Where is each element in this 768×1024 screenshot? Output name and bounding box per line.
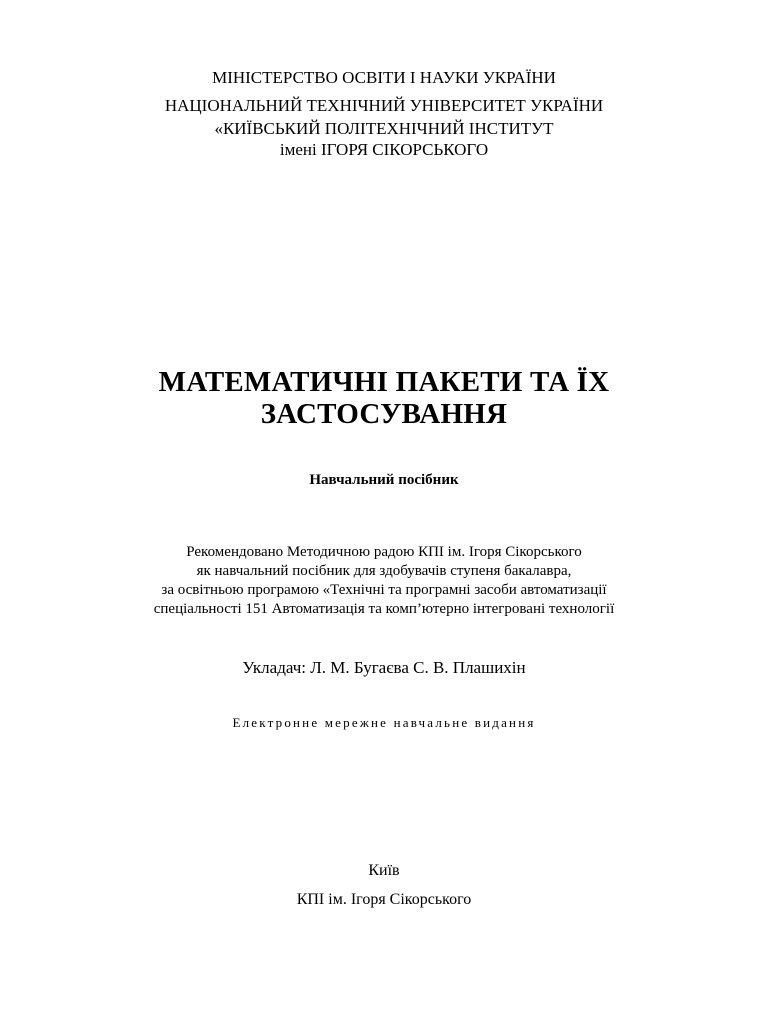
city: Київ xyxy=(368,862,400,879)
recommendation-line-3: за освітньою програмою «Технічні та програмні засоби автоматизації xyxy=(161,582,607,598)
ministry-name: МІНІСТЕРСТВО ОСВІТИ І НАУКИ УКРАЇНИ xyxy=(212,68,556,87)
recommendation-line-1: Рекомендовано Методичною радою КПІ ім. Ігоря Сікорського xyxy=(186,544,582,560)
edition-type: Електронне мережне навчальне видання xyxy=(232,715,536,730)
compilers: Укладач: Л. М. Бугаєва С. В. Плашихін xyxy=(242,658,526,677)
institute-name: «КИЇВСЬКИЙ ПОЛІТЕХНІЧНИЙ ІНСТИТУТ xyxy=(214,119,554,138)
publisher: КПІ ім. Ігоря Сікорського xyxy=(296,891,472,908)
university-name: НАЦІОНАЛЬНИЙ ТЕХНІЧНИЙ УНІВЕРСИТЕТ УКРАЇНИ xyxy=(164,96,604,115)
book-title-line-2: ЗАСТОСУВАННЯ xyxy=(260,398,508,430)
recommendation-line-2: як навчальний посібник для здобувачів ступеня бакалавра, xyxy=(196,563,572,579)
named-after: імені ІГОРЯ СІКОРСЬКОГО xyxy=(279,140,489,159)
book-title-line-1: МАТЕМАТИЧНІ ПАКЕТИ ТА ЇХ xyxy=(158,366,610,398)
recommendation-line-4: спеціальності 151 Автоматизація та комп’ютерно інтегровані технології xyxy=(153,601,615,617)
book-subtitle: Навчальний посібник xyxy=(309,472,459,488)
